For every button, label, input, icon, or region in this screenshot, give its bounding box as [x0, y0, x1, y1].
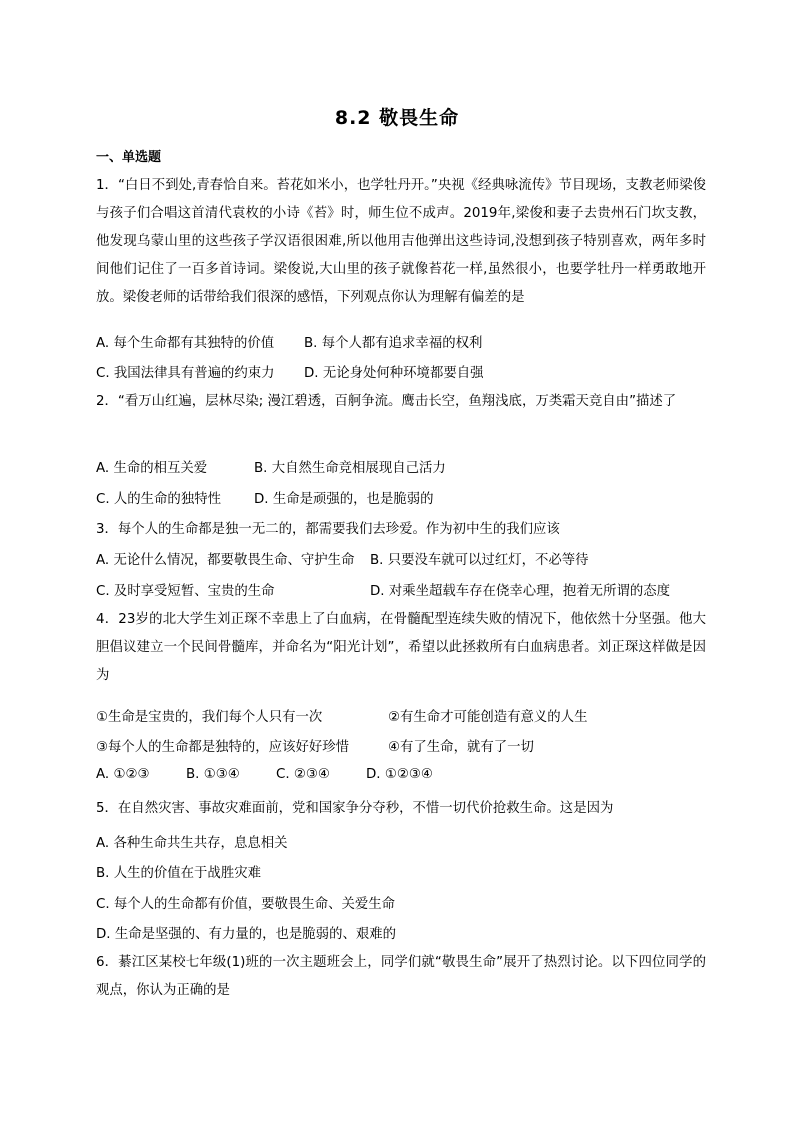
- q3-option-d: D. 对乘坐超载车存在侥幸心理，抱着无所谓的态度: [370, 584, 671, 599]
- q4-statement-3: ③每个人的生命都是独特的，应该好好珍惜: [96, 740, 350, 755]
- q3-option-a: A. 无论什么情况，都要敬畏生命、守护生命: [96, 553, 355, 568]
- question-6-stem: 6．綦江区某校七年级(1)班的一次主题班会上，同学们就“敬畏生命”展开了热烈讨论。以下四位同学的观点，你认为正确的是: [96, 955, 706, 998]
- q2-option-c: C. 人的生命的独特性: [96, 492, 221, 507]
- q1-option-c: C. 我国法律具有普遍的约束力: [96, 366, 275, 381]
- question-4-stem: 4．23岁的北大学生刘正琛不幸患上了白血病，在骨髓配型连续失败的情况下，他依然十分坚强。他大胆倡议建立一个民间骨髓库，并命名为“阳光计划”，希望以此拯救所有白血病患者。刘正琛这样做是因为: [96, 612, 706, 683]
- q1-option-a: A. 每个生命都有其独特的价值: [96, 336, 275, 351]
- question-3-stem: 3．每个人的生命都是独一无二的，都需要我们去珍爱。作为初中生的我们应该: [96, 522, 560, 537]
- q2-option-a: A. 生命的相互关爱: [96, 461, 208, 476]
- q5-option-a: A. 各种生命共生共存，息息相关: [96, 836, 288, 851]
- document-title: 8.2 敬畏生命: [334, 107, 460, 129]
- q4-statement-2: ②有生命才可能创造有意义的人生: [388, 710, 588, 725]
- q5-option-c: C. 每个人的生命都有价值，要敬畏生命、关爱生命: [96, 897, 396, 912]
- question-2-stem: 2．“看万山红遍，层林尽染; 漫江碧透，百舸争流。鹰击长空，鱼翔浅底，万类霜天竞自由”描述了: [96, 394, 677, 409]
- q1-option-d: D. 无论身处何种环境都要自强: [304, 366, 484, 381]
- q5-option-d: D. 生命是坚强的、有力量的，也是脆弱的、艰难的: [96, 927, 397, 942]
- q4-statement-1: ①生命是宝贵的，我们每个人只有一次: [96, 710, 323, 725]
- question-5-stem: 5．在自然灾害、事故灾难面前，党和国家争分夺秒，不惜一切代价抢救生命。这是因为: [96, 801, 614, 816]
- section-heading: 一、单选题: [96, 150, 162, 165]
- q2-option-b: B. 大自然生命竞相展现自己活力: [254, 461, 446, 476]
- q4-option-c: C. ②③④: [276, 767, 330, 782]
- q4-option-a: A. ①②③: [96, 767, 150, 782]
- q2-option-d: D. 生命是顽强的，也是脆弱的: [254, 492, 434, 507]
- q3-option-c: C. 及时享受短暂、宝贵的生命: [96, 584, 275, 599]
- q4-option-d: D. ①②③④: [366, 767, 433, 782]
- q4-statement-4: ④有了生命，就有了一切: [388, 740, 534, 755]
- q1-option-b: B. 每个人都有追求幸福的权利: [304, 336, 483, 351]
- question-1-stem: 1．“白日不到处,青春恰自来。苔花如米小，也学牡丹开。”央视《经典咏流传》节目现场，支教老师梁俊与孩子们合唱这首清代袁枚的小诗《苔》时，师生位不成声。2019年,梁俊和妻子去贵州石门坎支教，他发现乌蒙山里的这些孩子学汉语很困难,所以他用吉他弹出这些诗词,没想到孩子特别喜欢，两年多时间他们记住了一百多首诗词。梁俊说,大山里的孩子就像苔花一样,虽然很小，也要学牡丹一样勇敢地开放。梁俊老师的话带给我们很深的感悟，下列观点你认为理解有偏差的是: [96, 178, 706, 305]
- q3-option-b: B. 只要没车就可以过红灯，不必等待: [370, 553, 589, 568]
- q4-option-b: B. ①③④: [186, 767, 240, 782]
- q5-option-b: B. 人生的价值在于战胜灾难: [96, 866, 261, 881]
